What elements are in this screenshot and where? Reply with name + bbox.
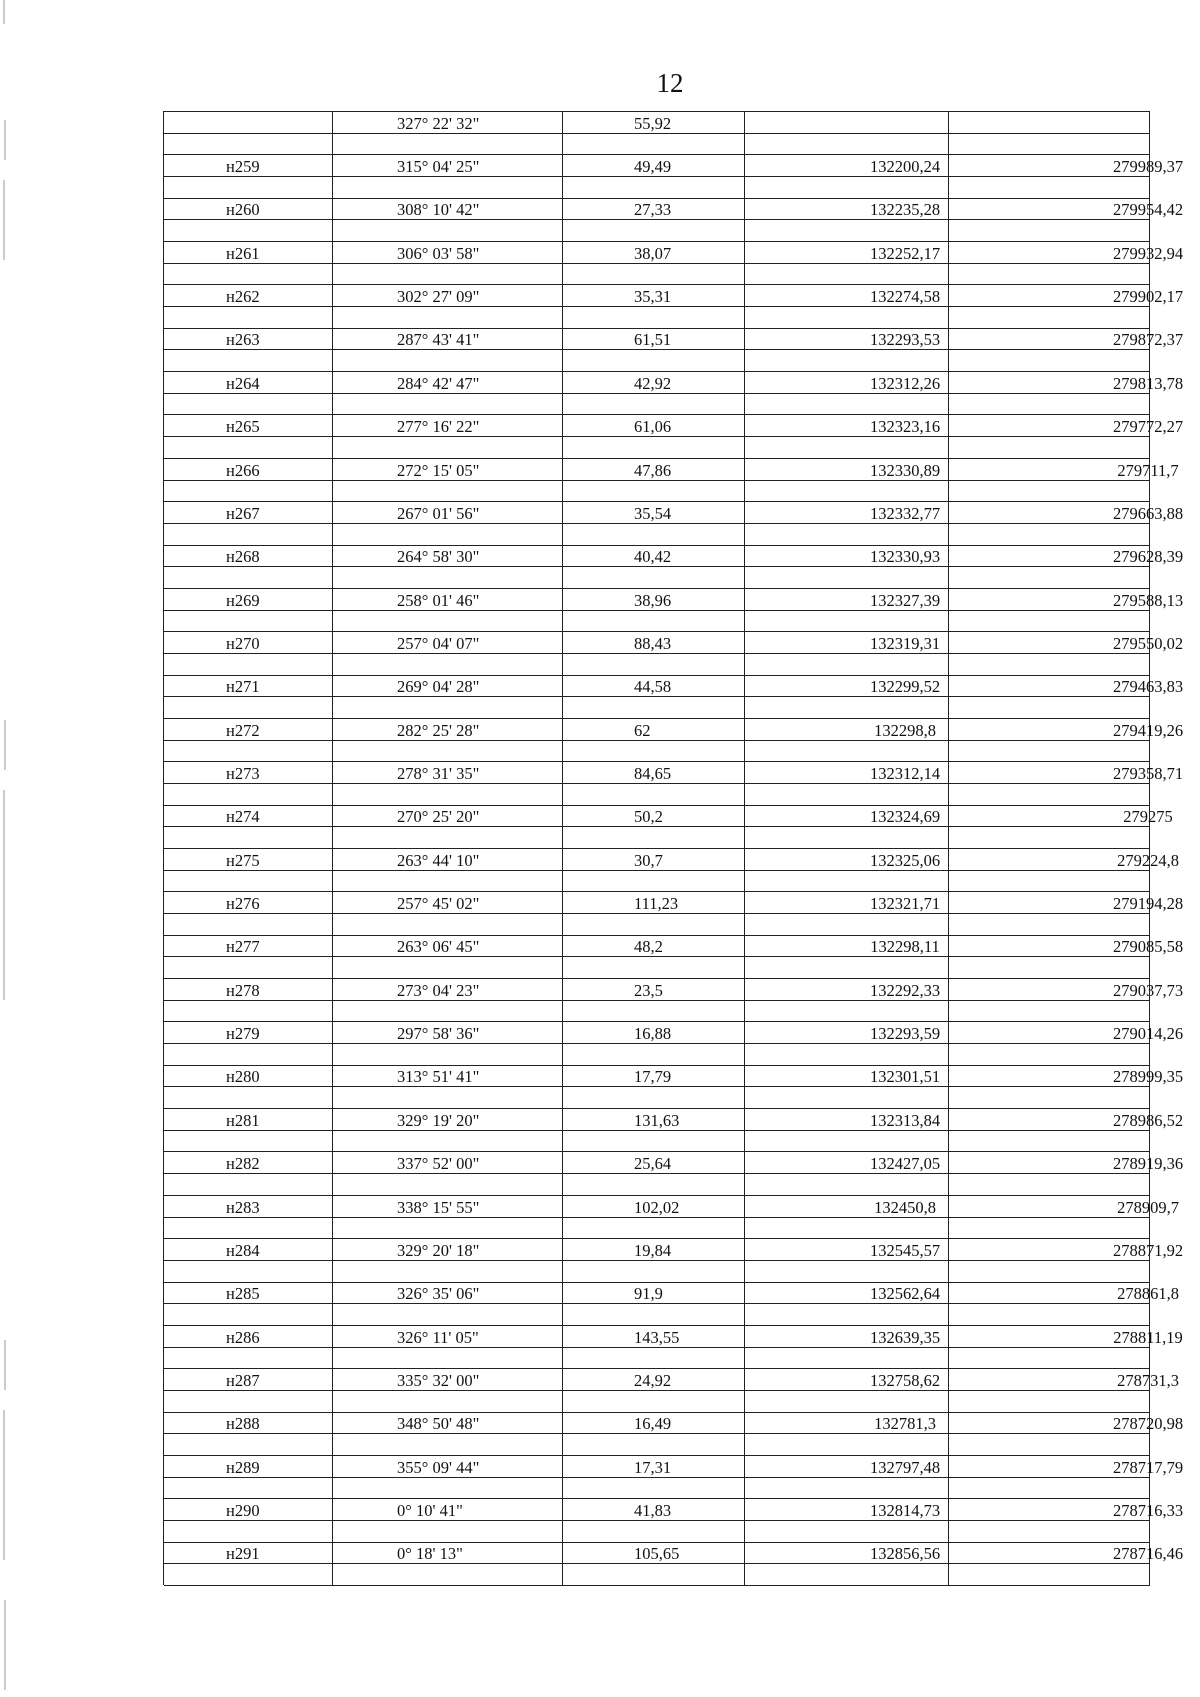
point-name: н266: [226, 460, 260, 480]
segment-length: 88,43: [634, 633, 672, 653]
point-name: н281: [226, 1110, 260, 1130]
point-name: н283: [226, 1197, 260, 1217]
table-row-rule: [164, 263, 1150, 264]
point-name: н259: [226, 157, 260, 177]
coord-y: 278909,7: [1117, 1197, 1179, 1217]
point-name: н285: [226, 1284, 260, 1304]
coord-y: 279663,88: [1112, 503, 1184, 523]
segment-length: 105,65: [634, 1544, 680, 1564]
table-row-rule: [164, 480, 1150, 481]
coord-x: 132321,71: [869, 894, 941, 914]
direction-angle: 306° 03' 58": [397, 243, 480, 263]
table-row-rule: [164, 1585, 1150, 1586]
segment-length: 55,92: [634, 113, 672, 133]
table-row-rule: [164, 371, 1150, 372]
point-name: н260: [226, 200, 260, 220]
table-row-rule: [164, 458, 1150, 459]
table-row-rule: [164, 1303, 1150, 1304]
table-row-rule: [164, 1108, 1150, 1109]
table-row-rule: [164, 913, 1150, 914]
coord-x: 132298,8: [874, 720, 936, 740]
coord-y: 279813,78: [1112, 373, 1184, 393]
segment-length: 35,54: [634, 503, 672, 523]
coord-y: 278999,35: [1112, 1067, 1184, 1087]
table-row-rule: [164, 848, 1150, 849]
table-row-rule: [164, 870, 1150, 871]
scan-edge-marks: [0, 0, 10, 1697]
table-row-rule: [164, 1498, 1150, 1499]
coord-x: 132293,53: [869, 330, 941, 350]
table-row-rule: [164, 783, 1150, 784]
coord-x: 132758,62: [869, 1370, 941, 1390]
table-row-rule: [164, 805, 1150, 806]
point-name: н289: [226, 1457, 260, 1477]
table-row-rule: [164, 1282, 1150, 1283]
table-row-rule: [164, 718, 1150, 719]
coord-x: 132274,58: [869, 287, 941, 307]
coord-x: 132332,77: [869, 503, 941, 523]
table-row-rule: [164, 740, 1150, 741]
direction-angle: 329° 19' 20": [397, 1110, 480, 1130]
coord-y: 279358,71: [1112, 763, 1184, 783]
coord-y: 279954,42: [1112, 200, 1184, 220]
segment-length: 23,5: [634, 980, 663, 1000]
table-row-rule: [164, 1477, 1150, 1478]
coord-x: 132312,14: [869, 763, 941, 783]
coord-x: 132292,33: [869, 980, 941, 1000]
direction-angle: 327° 22' 32": [397, 113, 480, 133]
coord-y: 279014,26: [1112, 1024, 1184, 1044]
table-row-rule: [164, 198, 1150, 199]
table-row-rule: [164, 1563, 1150, 1564]
direction-angle: 355° 09' 44": [397, 1457, 480, 1477]
coord-y: 279550,02: [1112, 633, 1184, 653]
table-row-rule: [164, 328, 1150, 329]
table-row-rule: [164, 306, 1150, 307]
coord-y: 278811,19: [1113, 1327, 1183, 1347]
table-row-rule: [164, 935, 1150, 936]
table-row-rule: [164, 219, 1150, 220]
table-row-rule: [164, 545, 1150, 546]
table-row-rule: [164, 1173, 1150, 1174]
coord-x: 132293,59: [869, 1024, 941, 1044]
direction-angle: 278° 31' 35": [397, 763, 480, 783]
table-row-rule: [164, 1043, 1150, 1044]
coord-x: 132325,06: [869, 850, 941, 870]
coord-x: 132252,17: [869, 243, 941, 263]
table-row-rule: [164, 1260, 1150, 1261]
direction-angle: 313° 51' 41": [397, 1067, 480, 1087]
direction-angle: 287° 43' 41": [397, 330, 480, 350]
segment-length: 38,96: [634, 590, 672, 610]
direction-angle: 302° 27' 09": [397, 287, 480, 307]
coord-y: 278871,92: [1112, 1240, 1184, 1260]
table-row-rule: [164, 588, 1150, 589]
point-name: н288: [226, 1414, 260, 1434]
point-name: н291: [226, 1544, 260, 1564]
coord-x: 132562,64: [869, 1284, 941, 1304]
point-name: н276: [226, 894, 260, 914]
segment-length: 84,65: [634, 763, 672, 783]
point-name: н270: [226, 633, 260, 653]
segment-length: 47,86: [634, 460, 672, 480]
direction-angle: 267° 01' 56": [397, 503, 480, 523]
coord-y: 278986,52: [1112, 1110, 1184, 1130]
table-row-rule: [164, 1000, 1150, 1001]
coord-x: 132427,05: [869, 1154, 941, 1174]
segment-length: 19,84: [634, 1240, 672, 1260]
segment-length: 48,2: [634, 937, 663, 957]
direction-angle: 257° 04' 07": [397, 633, 480, 653]
coord-y: 279711,7: [1117, 460, 1179, 480]
coord-x: 132298,11: [870, 937, 940, 957]
table-row-rule: [164, 1238, 1150, 1239]
point-name: н278: [226, 980, 260, 1000]
table-row-rule: [164, 956, 1150, 957]
table-row-rule: [164, 1325, 1150, 1326]
direction-angle: 273° 04' 23": [397, 980, 480, 1000]
coord-x: 132545,57: [869, 1240, 941, 1260]
table-row-rule: [164, 1412, 1150, 1413]
segment-length: 131,63: [634, 1110, 680, 1130]
table-row-rule: [164, 133, 1150, 134]
table-row-rule: [164, 1455, 1150, 1456]
direction-angle: 348° 50' 48": [397, 1414, 480, 1434]
direction-angle: 337° 52' 00": [397, 1154, 480, 1174]
segment-length: 61,06: [634, 417, 672, 437]
point-name: н290: [226, 1500, 260, 1520]
segment-length: 40,42: [634, 547, 672, 567]
coord-x: 132856,56: [869, 1544, 941, 1564]
direction-angle: 269° 04' 28": [397, 677, 480, 697]
table-row-rule: [164, 1195, 1150, 1196]
direction-angle: 258° 01' 46": [397, 590, 480, 610]
table-row-rule: [164, 675, 1150, 676]
segment-length: 50,2: [634, 807, 663, 827]
table-row-rule: [164, 1065, 1150, 1066]
point-name: н267: [226, 503, 260, 523]
point-name: н261: [226, 243, 260, 263]
point-name: н262: [226, 287, 260, 307]
table-row-rule: [164, 761, 1150, 762]
direction-angle: 335° 32' 00": [397, 1370, 480, 1390]
table-row-rule: [164, 1086, 1150, 1087]
table-row-rule: [164, 1021, 1150, 1022]
coord-y: 279932,94: [1112, 243, 1184, 263]
table-row-rule: [164, 154, 1150, 155]
coord-x: 132814,73: [869, 1500, 941, 1520]
coord-x: 132797,48: [869, 1457, 941, 1477]
direction-angle: 272° 15' 05": [397, 460, 480, 480]
segment-length: 35,31: [634, 287, 672, 307]
segment-length: 44,58: [634, 677, 672, 697]
segment-length: 42,92: [634, 373, 672, 393]
coord-x: 132313,84: [869, 1110, 941, 1130]
direction-angle: 326° 11' 05": [397, 1327, 479, 1347]
direction-angle: 263° 06' 45": [397, 937, 480, 957]
coord-y: 279085,58: [1112, 937, 1184, 957]
coord-x: 132450,8: [874, 1197, 936, 1217]
point-name: н271: [226, 677, 260, 697]
table-row-rule: [164, 241, 1150, 242]
point-name: н275: [226, 850, 260, 870]
table-row-rule: [164, 610, 1150, 611]
point-name: н268: [226, 547, 260, 567]
coord-x: 132312,26: [869, 373, 941, 393]
coord-x: 132301,51: [869, 1067, 941, 1087]
page-number: 12: [656, 68, 684, 98]
direction-angle: 315° 04' 25": [397, 157, 480, 177]
table-row-rule: [164, 653, 1150, 654]
point-name: н282: [226, 1154, 260, 1174]
direction-angle: 277° 16' 22": [397, 417, 480, 437]
segment-length: 27,33: [634, 200, 672, 220]
segment-length: 16,88: [634, 1024, 672, 1044]
coord-y: 279989,37: [1112, 157, 1184, 177]
segment-length: 91,9: [634, 1284, 663, 1304]
coord-y: 278717,79: [1112, 1457, 1184, 1477]
segment-length: 25,64: [634, 1154, 672, 1174]
segment-length: 16,49: [634, 1414, 672, 1434]
direction-angle: 282° 25' 28": [397, 720, 480, 740]
table-row-rule: [164, 566, 1150, 567]
coord-x: 132200,24: [869, 157, 941, 177]
direction-angle: 263° 44' 10": [397, 850, 480, 870]
coord-y: 278861,8: [1117, 1284, 1179, 1304]
table-row-rule: [164, 826, 1150, 827]
table-row-rule: [164, 523, 1150, 524]
point-name: н284: [226, 1240, 260, 1260]
segment-length: 30,7: [634, 850, 663, 870]
table-row-rule: [164, 696, 1150, 697]
direction-angle: 338° 15' 55": [397, 1197, 480, 1217]
segment-length: 38,07: [634, 243, 672, 263]
coord-x: 132319,31: [869, 633, 941, 653]
coord-y: 278716,33: [1112, 1500, 1184, 1520]
coord-y: 279772,27: [1112, 417, 1184, 437]
coord-y: 278731,3: [1117, 1370, 1179, 1390]
coord-y: 279588,13: [1112, 590, 1184, 610]
segment-length: 102,02: [634, 1197, 680, 1217]
segment-length: 111,23: [634, 894, 679, 914]
table-row-rule: [164, 891, 1150, 892]
point-name: н263: [226, 330, 260, 350]
table-row-rule: [164, 414, 1150, 415]
segment-length: 62: [634, 720, 651, 740]
table-row-rule: [164, 111, 1150, 112]
point-name: н287: [226, 1370, 260, 1390]
coord-x: 132330,89: [869, 460, 941, 480]
point-name: н274: [226, 807, 260, 827]
segment-length: 49,49: [634, 157, 672, 177]
point-name: н269: [226, 590, 260, 610]
table-row-rule: [164, 501, 1150, 502]
direction-angle: 326° 35' 06": [397, 1284, 480, 1304]
table-row-rule: [164, 1520, 1150, 1521]
direction-angle: 329° 20' 18": [397, 1240, 480, 1260]
point-name: н273: [226, 763, 260, 783]
point-name: н264: [226, 373, 260, 393]
direction-angle: 297° 58' 36": [397, 1024, 480, 1044]
coord-y: 278720,98: [1112, 1414, 1184, 1434]
coord-y: 279037,73: [1112, 980, 1184, 1000]
direction-angle: 0° 10' 41": [397, 1500, 463, 1520]
coord-x: 132235,28: [869, 200, 941, 220]
table-row-rule: [164, 349, 1150, 350]
coord-x: 132299,52: [869, 677, 941, 697]
point-name: н279: [226, 1024, 260, 1044]
segment-length: 17,79: [634, 1067, 672, 1087]
point-name: н272: [226, 720, 260, 740]
point-name: н277: [226, 937, 260, 957]
direction-angle: 284° 42' 47": [397, 373, 480, 393]
coord-x: 132781,3: [874, 1414, 936, 1434]
direction-angle: 257° 45' 02": [397, 894, 480, 914]
table-row-rule: [164, 1151, 1150, 1152]
table-row-rule: [164, 393, 1150, 394]
coord-y: 279872,37: [1112, 330, 1184, 350]
table-row-rule: [164, 176, 1150, 177]
table-row-rule: [164, 1347, 1150, 1348]
coord-y: 279902,17: [1112, 287, 1184, 307]
direction-angle: 308° 10' 42": [397, 200, 480, 220]
coord-x: 132323,16: [869, 417, 941, 437]
table-row-rule: [164, 978, 1150, 979]
segment-length: 143,55: [634, 1327, 680, 1347]
coord-x: 132324,69: [869, 807, 941, 827]
table-row-rule: [164, 436, 1150, 437]
table-row-rule: [164, 1130, 1150, 1131]
point-name: н280: [226, 1067, 260, 1087]
direction-angle: 264° 58' 30": [397, 547, 480, 567]
coordinates-table: [164, 111, 1184, 1585]
table-row-rule: [164, 631, 1150, 632]
table-row-rule: [164, 284, 1150, 285]
table-row-rule: [164, 1217, 1150, 1218]
direction-angle: 270° 25' 20": [397, 807, 480, 827]
table-row-rule: [164, 1390, 1150, 1391]
table-row-rule: [164, 1433, 1150, 1434]
direction-angle: 0° 18' 13": [397, 1544, 463, 1564]
point-name: н286: [226, 1327, 260, 1347]
segment-length: 61,51: [634, 330, 672, 350]
segment-length: 24,92: [634, 1370, 672, 1390]
coord-y: 279463,83: [1112, 677, 1184, 697]
coord-y: 279419,26: [1112, 720, 1184, 740]
segment-length: 41,83: [634, 1500, 672, 1520]
coord-y: 278919,36: [1112, 1154, 1184, 1174]
coord-y: 279628,39: [1112, 547, 1184, 567]
coord-x: 132327,39: [869, 590, 941, 610]
segment-length: 17,31: [634, 1457, 672, 1477]
table-row-rule: [164, 1368, 1150, 1369]
table-row-rule: [164, 1542, 1150, 1543]
point-name: н265: [226, 417, 260, 437]
coord-x: 132639,35: [869, 1327, 941, 1347]
coord-y: 279194,28: [1112, 894, 1184, 914]
coord-y: 278716,46: [1112, 1544, 1184, 1564]
coord-x: 132330,93: [869, 547, 941, 567]
coord-y: 279275: [1123, 807, 1173, 827]
coord-y: 279224,8: [1117, 850, 1179, 870]
